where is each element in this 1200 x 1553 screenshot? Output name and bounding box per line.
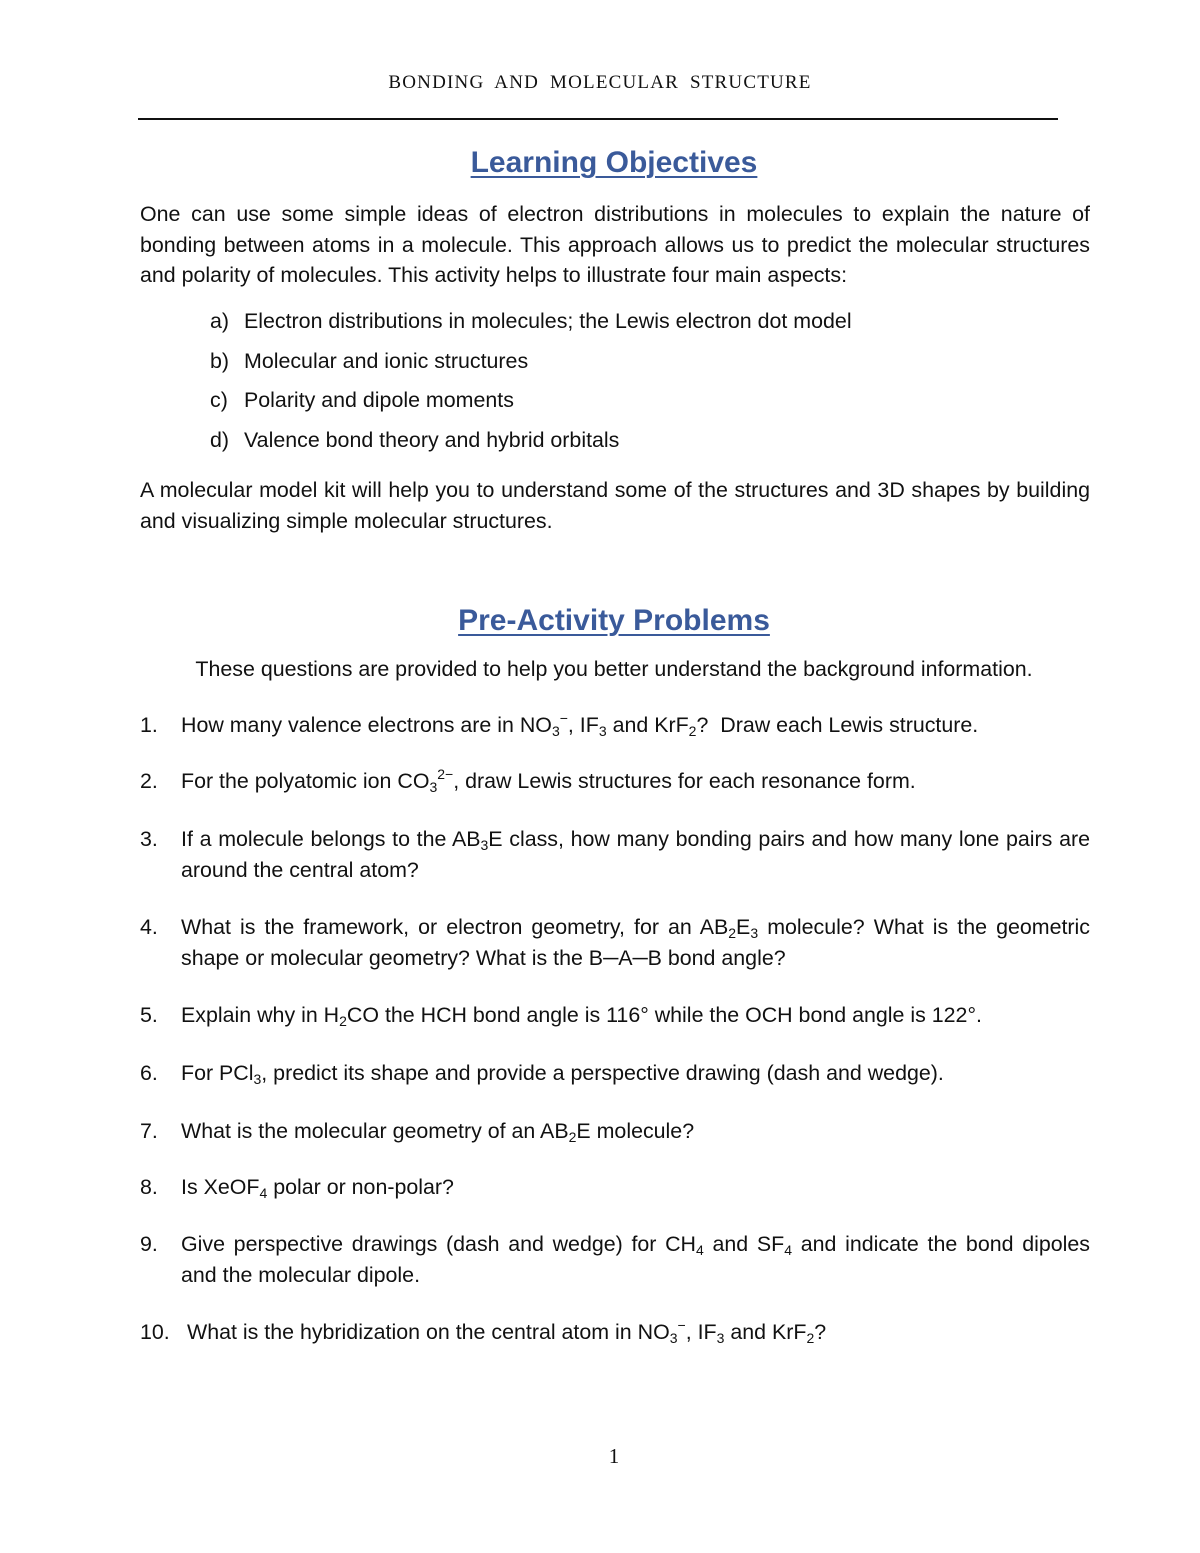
objectives-list bbox=[210, 306, 852, 464]
problem-number: 1. bbox=[140, 713, 158, 737]
objective-text: Electron distributions in molecules; the Lewis electron dot model bbox=[244, 309, 852, 333]
objective-item bbox=[210, 306, 852, 346]
problem-item bbox=[140, 1058, 1090, 1089]
problem-number: 9. bbox=[140, 1232, 158, 1256]
problem-text: Explain why in $H_2CO$ the HCH bond angle is 116° while the OCH bond angle is 122°. bbox=[181, 1003, 982, 1029]
problem-item bbox=[140, 766, 1090, 797]
objective-item bbox=[210, 425, 852, 465]
header-rule bbox=[138, 118, 1058, 120]
objectives-closing: A molecular model kit will help you to understand some of the structures and 3D shapes by building and visualizing simple molecular structures. bbox=[140, 478, 1090, 533]
problem-text: What is the hybridization on the central atom in $NO_3^-$, $IF_3$ and KrF$_2$? bbox=[187, 1317, 827, 1346]
problem-text: For PCl$_3$, predict its shape and provide a perspective drawing (dash and wedge). bbox=[181, 1061, 944, 1087]
problem-number: 4. bbox=[140, 915, 158, 939]
pre-activity-title: Pre-Activity Problems bbox=[458, 604, 770, 637]
objective-text: Polarity and dipole moments bbox=[244, 388, 514, 412]
problem-number: 7. bbox=[140, 1119, 158, 1143]
objective-text: Molecular and ionic structures bbox=[244, 348, 529, 373]
problem-item bbox=[140, 1317, 1090, 1348]
problem-number: 3. bbox=[140, 827, 158, 851]
pre-activity-intro: These questions are provided to help you better understand the background information. bbox=[195, 657, 1033, 681]
page-header: BONDING AND MOLECULAR STRUCTURE bbox=[388, 72, 812, 93]
problem-text: What is the framework, or electron geometry, for an $AB_2E_3$ molecule? What is the geometric shape or molecular geometry? What is the B─A─B bond angle? bbox=[181, 915, 1090, 970]
problem-item bbox=[140, 1172, 1090, 1203]
problem-number: 5. bbox=[140, 1003, 158, 1027]
objective-letter: c) bbox=[210, 388, 228, 412]
objective-letter: d) bbox=[210, 427, 230, 452]
learning-objectives-title: Learning Objectives bbox=[470, 146, 758, 179]
problem-text: If a molecule belongs to the $AB_3E$ class, how many bonding pairs and how many lone pairs are around the central atom? bbox=[181, 827, 1090, 882]
problem-text: What is the molecular geometry of an $AB_2E$ molecule? bbox=[181, 1119, 695, 1145]
objective-text: Valence bond theory and hybrid orbitals bbox=[244, 427, 620, 452]
problem-text: How many valence electrons are in $NO_3^-$, $IF_3$ and KrF$_2$? Draw each Lewis structure. bbox=[181, 710, 979, 739]
objectives-intro: One can use some simple ideas of electron distributions in molecules to explain the nature of bonding between atoms in a molecule. This approach allows us to predict the molecular structures and polarity of molecules. This activity helps to illustrate four main aspects: bbox=[140, 202, 1090, 287]
objective-item bbox=[210, 346, 852, 386]
problem-text: Give perspective drawings (dash and wedge) for $CH_4$ and $SF_4$ and indicate the bond dipoles and the molecular dipole. bbox=[181, 1232, 1090, 1287]
problem-item bbox=[140, 912, 1090, 973]
objective-letter: a) bbox=[210, 309, 230, 333]
problem-number: 2. bbox=[140, 769, 158, 793]
problem-item bbox=[140, 1000, 1090, 1031]
problem-number: 10. bbox=[140, 1320, 170, 1344]
problem-text: For the polyatomic ion $CO_3^{2-}$, draw Lewis structures for each resonance form. bbox=[181, 766, 916, 795]
problem-text: Is XeOF$_4$ polar or non-polar? bbox=[181, 1175, 454, 1201]
problem-number: 6. bbox=[140, 1061, 158, 1085]
objective-item bbox=[210, 385, 852, 425]
problem-item bbox=[140, 710, 1090, 741]
problem-item bbox=[140, 1116, 1090, 1147]
problem-item bbox=[140, 824, 1090, 885]
page-number: 1 bbox=[608, 1444, 620, 1468]
problem-number: 8. bbox=[140, 1175, 158, 1199]
objective-letter: b) bbox=[210, 348, 230, 373]
problem-item bbox=[140, 1229, 1090, 1290]
